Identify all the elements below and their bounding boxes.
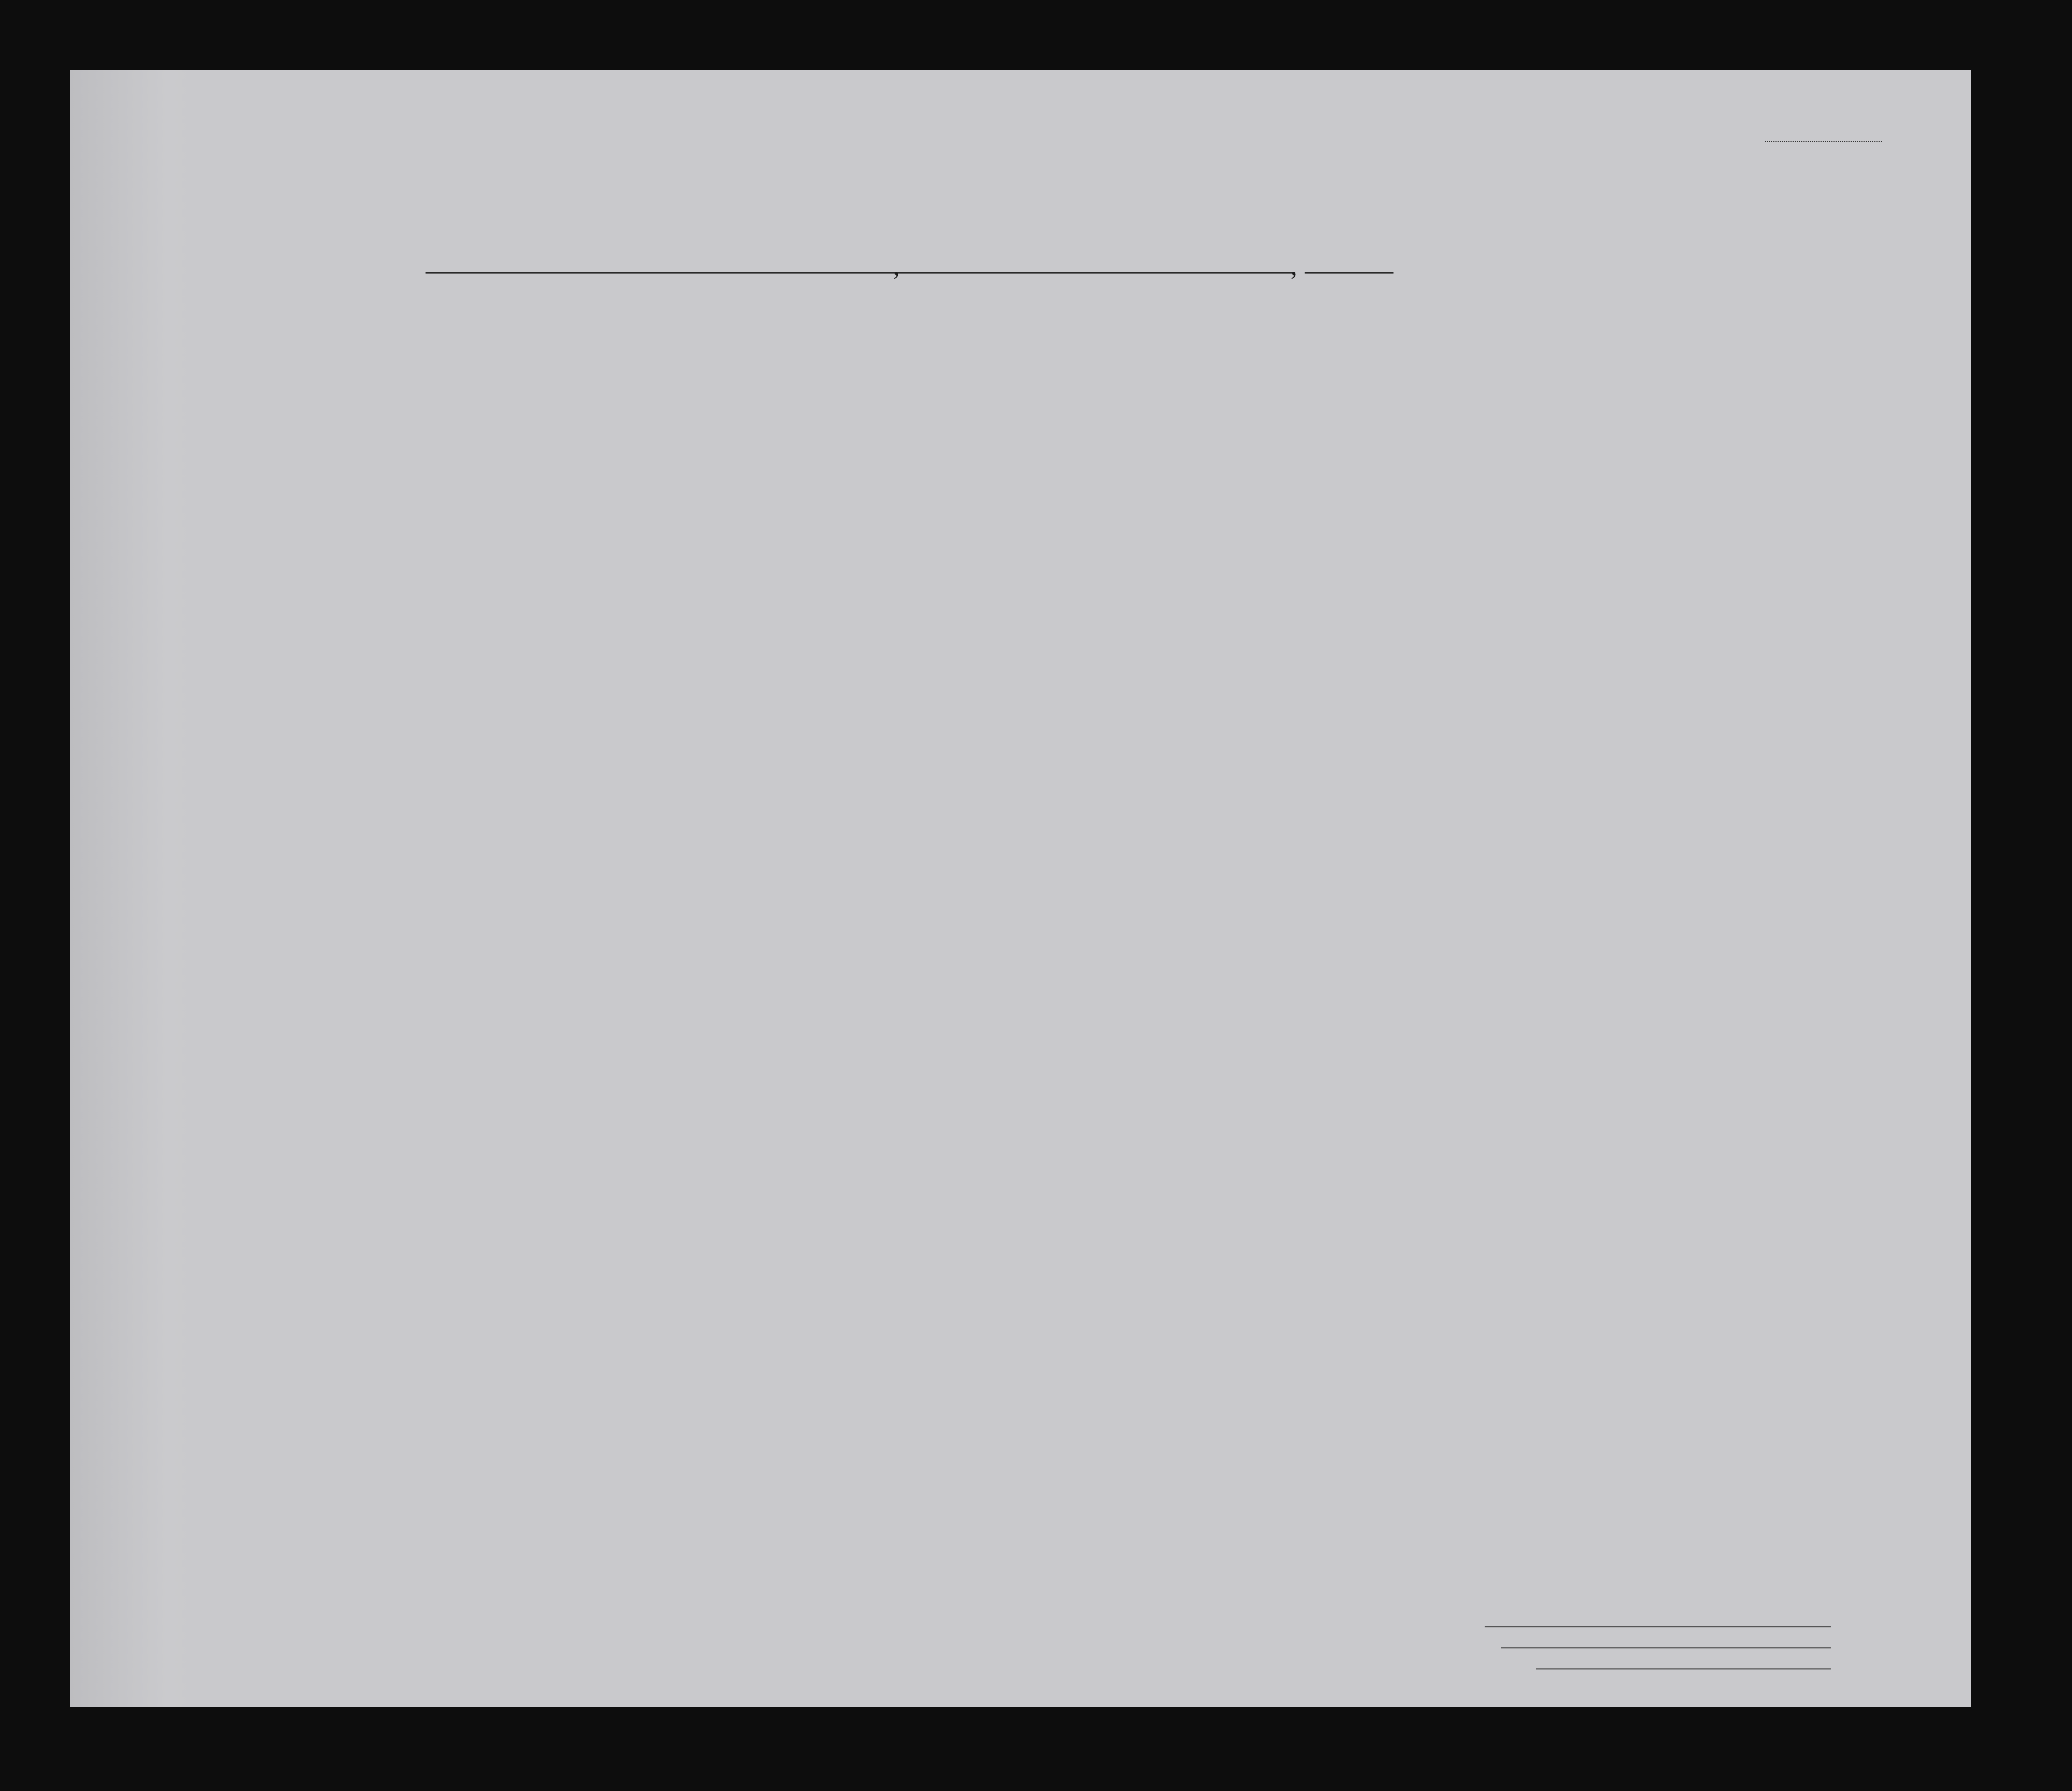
header-24c-box bbox=[1252, 355, 1279, 440]
header-34-feet-box bbox=[1610, 379, 1629, 440]
owners-field[interactable] bbox=[1501, 1647, 1831, 1648]
header-25-box bbox=[1300, 332, 1337, 440]
header-24a-box bbox=[1194, 355, 1221, 440]
manifest-sheet bbox=[70, 70, 1971, 1707]
header-19-box bbox=[647, 330, 676, 423]
header-30-box bbox=[1464, 332, 1480, 440]
header-21-box bbox=[764, 330, 792, 423]
header-28-box bbox=[1383, 332, 1428, 440]
header-29-box bbox=[1429, 332, 1463, 440]
header-34-inches-box bbox=[1632, 379, 1652, 440]
header-26-box bbox=[1340, 332, 1358, 440]
comma-2: , bbox=[1291, 252, 1297, 281]
header-24b-box bbox=[1223, 355, 1251, 440]
comma-1: , bbox=[893, 252, 900, 281]
agents-field[interactable] bbox=[1536, 1668, 1831, 1669]
manifest-grid bbox=[70, 70, 1971, 1707]
header-27-box bbox=[1361, 332, 1379, 440]
line-field[interactable] bbox=[1485, 1626, 1831, 1627]
header-31-box bbox=[1481, 332, 1500, 440]
